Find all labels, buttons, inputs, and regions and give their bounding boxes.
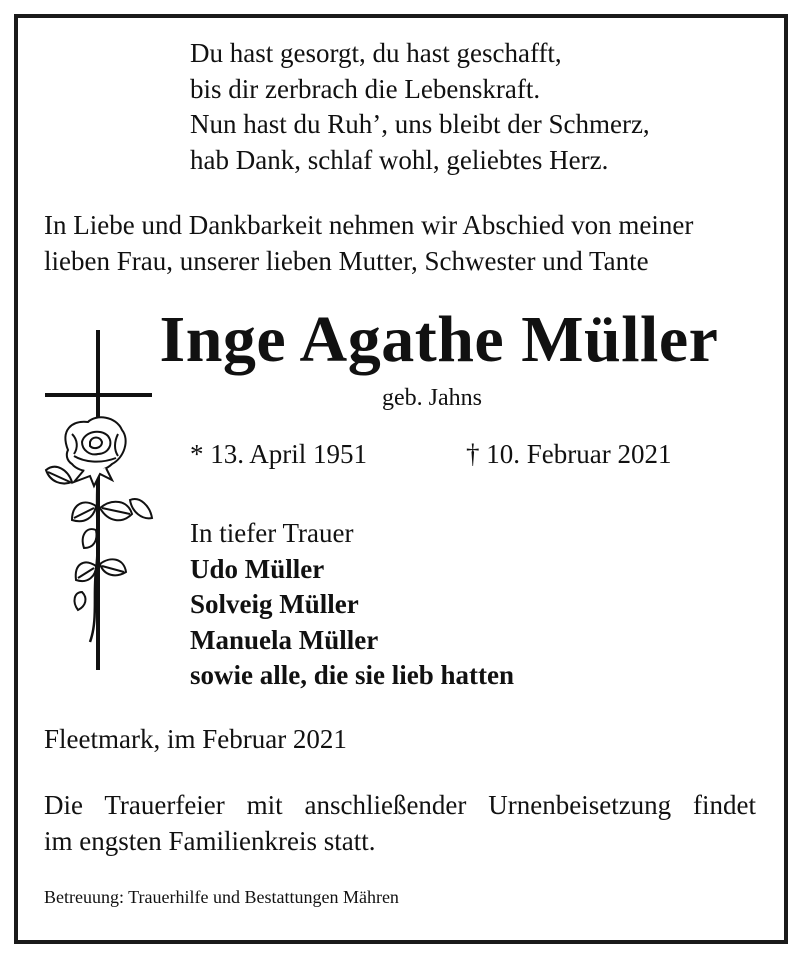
mourners-others: sowie alle, die sie lieb hatten (190, 660, 514, 690)
ceremony-info (44, 788, 756, 859)
intro-line: lieben Frau, unserer lieben Mutter, Schwester und Tante (44, 245, 649, 276)
deceased-name: Inge Agathe Müller (159, 303, 719, 376)
mourning-heading: In tiefer Trauer (190, 518, 354, 548)
funeral-service-credit: Betreuung: Trauerhilfe und Bestattungen Mähren (44, 887, 399, 907)
intro-line: In Liebe und Dankbarkeit nehmen wir Abschied von meiner (44, 210, 694, 240)
mourner-name: Solveig Müller (190, 589, 359, 619)
poem-line: bis dir zerbrach die Lebenskraft. (190, 73, 541, 104)
intro-text (44, 208, 693, 279)
poem (190, 36, 650, 178)
cross-with-rose-icon (38, 330, 158, 675)
maiden-name: geb. Jahns (382, 385, 482, 411)
mourner-name: Manuela Müller (190, 624, 379, 655)
death-date: † 10. Februar 2021 (466, 439, 672, 469)
mourner-name: Udo Müller (190, 553, 325, 584)
poem-line: Nun hast du Ruh’, uns bleibt der Schmerz, (190, 109, 650, 139)
poem-line: Du hast gesorgt, du hast geschafft, (190, 38, 562, 68)
poem-line: hab Dank, schlaf wohl, geliebtes Herz. (190, 144, 609, 175)
place-date: Fleetmark, im Februar 2021 (44, 724, 347, 754)
ceremony-line: im engsten Familienkreis statt. (44, 825, 376, 856)
ceremony-line: Die Trauerfeier mit anschließender Urnenbeisetzung findet (44, 790, 756, 820)
mourners-block (190, 516, 514, 694)
birth-date: * 13. April 1951 (190, 439, 368, 469)
